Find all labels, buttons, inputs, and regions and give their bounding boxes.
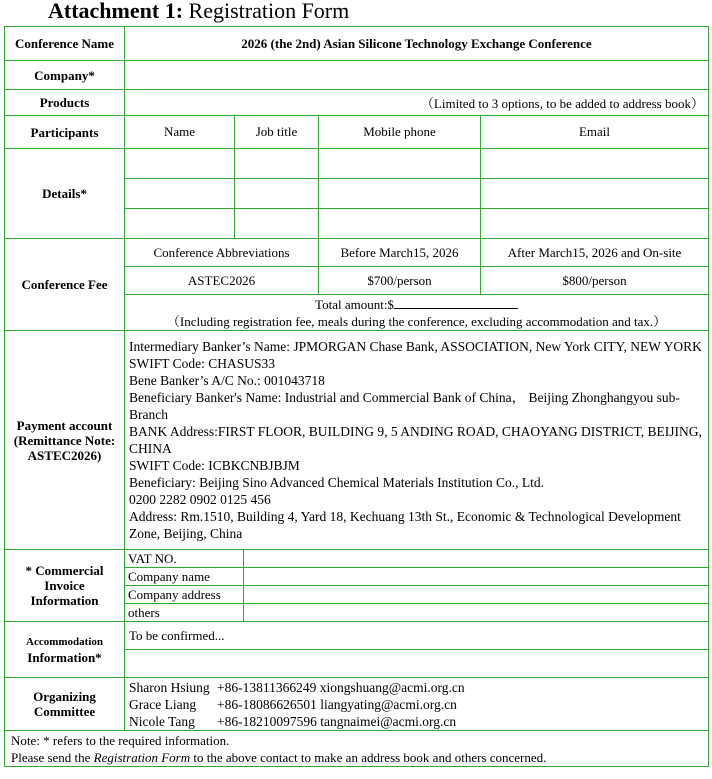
contact-row: Sharon Hsiung +86-13811366249 xiongshuang@acmi.org.cn xyxy=(129,679,465,695)
committee-contacts xyxy=(125,678,709,731)
participant-email-cell[interactable] xyxy=(481,149,709,179)
company-label: Company* xyxy=(5,61,125,90)
participant-name-cell[interactable] xyxy=(125,209,235,239)
contact-row: Grace Liang +86-18086626501 liangyating@acmi.org.cn xyxy=(129,696,457,712)
payment-line: Intermediary Banker’s Name: JPMORGAN Chase Bank, ASSOCIATION, New York CITY, NEW YORK xyxy=(129,339,702,354)
column-job-title: Job title xyxy=(235,116,319,149)
invoice-label: * Commercial Invoice Information xyxy=(5,550,125,622)
participant-name-cell[interactable] xyxy=(125,179,235,209)
column-name: Name xyxy=(125,116,235,149)
accommodation-label: Accommodation Information* xyxy=(5,622,125,678)
fee-header-early: Before March15, 2026 xyxy=(319,239,481,267)
fee-header-late: After March15, 2026 and On-site xyxy=(481,239,709,267)
note-send: Please send the Registration Form to the above contact to make an address book and others concerned. xyxy=(11,749,547,765)
participant-job-cell[interactable] xyxy=(235,179,319,209)
conference-name-value: 2026 (the 2nd) Asian Silicone Technology Exchange Conference xyxy=(125,27,709,61)
participant-email-cell[interactable] xyxy=(481,179,709,209)
form-notes xyxy=(5,731,709,767)
fee-late-price: $800/person xyxy=(481,267,709,295)
fee-abbreviation: ASTEC2026 xyxy=(125,267,319,295)
vat-no-label: VAT NO. xyxy=(125,550,244,568)
products-label: Products xyxy=(5,90,125,116)
fee-note: （Including registration fee, meals during the conference, excluding accommodation and tax.） xyxy=(166,313,667,329)
organizing-committee-label: Organizing Committee xyxy=(5,678,125,731)
participant-phone-cell[interactable] xyxy=(319,179,481,209)
fee-early-price: $700/person xyxy=(319,267,481,295)
conference-name-label: Conference Name xyxy=(5,27,125,61)
participants-label: Participants xyxy=(5,116,125,149)
company-name-field[interactable] xyxy=(244,568,709,586)
participant-email-cell[interactable] xyxy=(481,209,709,239)
column-email: Email xyxy=(481,116,709,149)
details-label: Details* xyxy=(5,149,125,239)
note-required: Note: * refers to the required information. xyxy=(11,732,230,748)
column-mobile-phone: Mobile phone xyxy=(319,116,481,149)
payment-details xyxy=(125,331,709,550)
accommodation-value: To be confirmed... xyxy=(125,622,709,650)
contact-row: Nicole Tang +86-18210097596 tangnaimei@acmi.org.cn xyxy=(129,713,457,729)
fee-header-abbreviation: Conference Abbreviations xyxy=(125,239,319,267)
company-field[interactable] xyxy=(125,61,709,90)
participant-job-cell[interactable] xyxy=(235,149,319,179)
fee-total-cell[interactable] xyxy=(125,295,709,331)
company-address-label: Company address xyxy=(125,586,244,604)
company-address-field[interactable] xyxy=(244,586,709,604)
others-label: others xyxy=(125,604,244,622)
invoice-fields xyxy=(125,550,709,622)
participant-job-cell[interactable] xyxy=(235,209,319,239)
registration-form xyxy=(4,26,709,767)
participant-name-cell[interactable] xyxy=(125,149,235,179)
page-title: Attachment 1: Registration Form xyxy=(48,0,350,23)
vat-no-field[interactable] xyxy=(244,550,709,568)
products-field[interactable]: （Limited to 3 options, to be added to address book） xyxy=(125,90,709,116)
participant-phone-cell[interactable] xyxy=(319,149,481,179)
total-amount-label: Total amount:$ xyxy=(315,296,394,312)
others-field[interactable] xyxy=(244,604,709,622)
payment-account-label: Payment account (Remittance Note: ASTEC2026) xyxy=(5,331,125,550)
total-amount-blank[interactable] xyxy=(394,296,518,309)
payment-line: Address: Rm.1510, Building 4, Yard 18, Kechuang 13th St., Economic & Technological Development Zone, Beijing, China xyxy=(129,509,681,541)
participant-phone-cell[interactable] xyxy=(319,209,481,239)
payment-line: SWIFT Code: CHASUS33 xyxy=(129,356,276,371)
conference-fee-label: Conference Fee xyxy=(5,239,125,331)
payment-line: 0200 2282 0902 0125 456 xyxy=(129,492,271,507)
payment-line: SWIFT Code: ICBKCNBJBJM xyxy=(129,458,300,473)
company-name-label: Company name xyxy=(125,568,244,586)
payment-line: BANK Address:FIRST FLOOR, BUILDING 9, 5 ANDING ROAD, CHAOYANG DISTRICT, BEIJING, CHINA xyxy=(129,424,702,456)
payment-line: Beneficiary: Beijing Sino Advanced Chemical Materials Institution Co., Ltd. xyxy=(129,475,545,490)
payment-line: Bene Banker’s A/C No.: 001043718 xyxy=(129,373,325,388)
accommodation-field[interactable] xyxy=(125,650,709,678)
payment-line: Beneficiary Banker's Name: Industrial and Commercial Bank of China， Beijing Zhonghangyou sub-Branch xyxy=(129,390,680,422)
